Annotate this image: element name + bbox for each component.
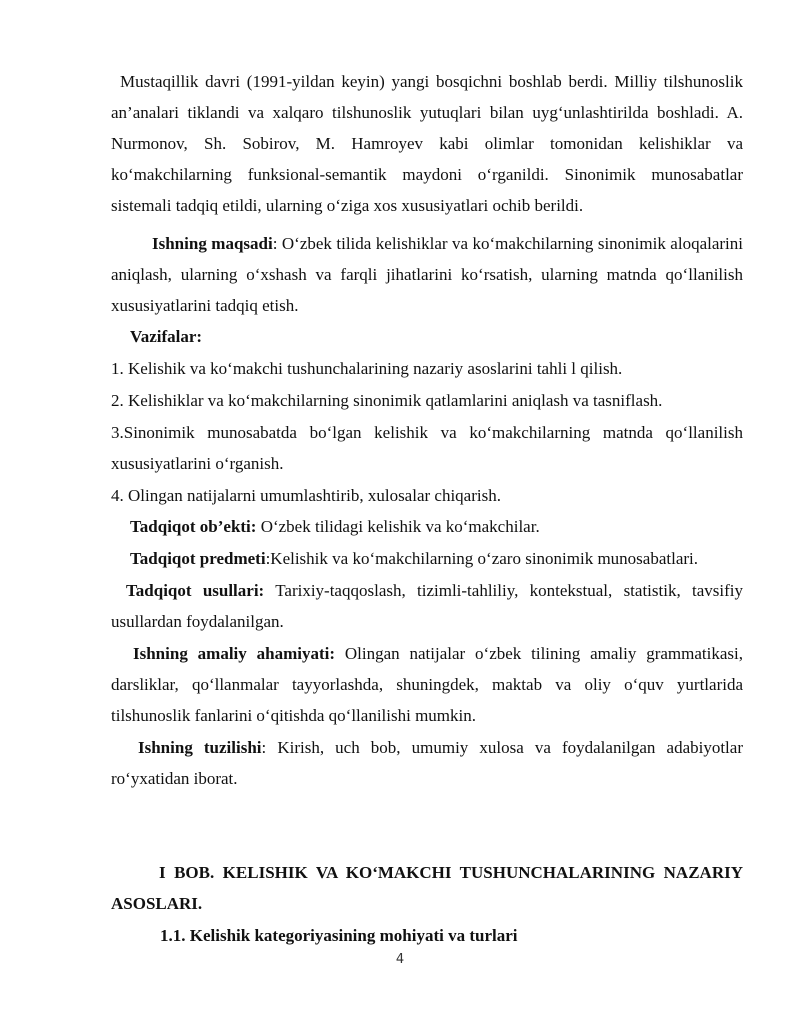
practical-label: Ishning amaliy ahamiyati: xyxy=(133,644,336,663)
object-label: Tadqiqot ob’ekti: xyxy=(130,517,257,536)
methods-paragraph: Tadqiqot usullari: Tarixiy-taqqoslash, tizimli-tahliliy, kontekstual, statistik, tavsifiy usullardan foydalanilgan. xyxy=(111,581,743,631)
task-item-2: 2. Kelishiklar va ko‘makchilarning sinonimik qatlamlarini aniqlash va tasniflash. xyxy=(111,391,663,410)
subject-label: Tadqiqot predmeti xyxy=(130,549,266,568)
subject-paragraph: Tadqiqot predmeti:Kelishik va ko‘makchilarning o‘zaro sinonimik munosabatlari. xyxy=(130,549,699,568)
methods-label: Tadqiqot usullari: xyxy=(126,581,265,600)
goal-paragraph xyxy=(111,228,743,321)
task-item-1: 1. Kelishik va ko‘makchi tushunchalarining nazariy asoslarini tahli l qilish. xyxy=(111,359,623,378)
structure-label: Ishning tuzilishi xyxy=(138,738,262,757)
chapter-title: I BOB. KELISHIK VA KO‘MAKCHI TUSHUNCHALARINING NAZARIY ASOSLARI. xyxy=(111,863,743,913)
tasks-heading: Vazifalar: xyxy=(130,327,203,346)
object-paragraph: Tadqiqot ob’ekti: O‘zbek tilidagi kelishik va ko‘makchilar. xyxy=(130,517,540,536)
goal-label: Ishning maqsadi xyxy=(152,234,273,253)
task-item-4: 4. Olingan natijalarni umumlashtirib, xulosalar chiqarish. xyxy=(111,486,501,505)
structure-paragraph: Ishning tuzilishi: Kirish, uch bob, umumiy xulosa va foydalanilgan adabiyotlar ro‘yxatidan iborat. xyxy=(111,738,743,788)
goal-text: : O‘zbek tilida kelishiklar va ko‘makchilarning sinonimik aloqalarini aniqlash, ularning o‘xshash va farqli jihatlarini ko‘rsatish, ularning matnda qo‘llanilish xususiyatlarini tadqiq etish. xyxy=(111,234,744,315)
task-item-3: 3.Sinonimik munosabatda bo‘lgan kelishik va ko‘makchilarning matnda qo‘llanilish xususiyatlarini o‘rganish. xyxy=(111,423,743,473)
intro-paragraph: Mustaqillik davri (1991-yildan keyin) yangi bosqichni boshlab berdi. Milliy tilshunoslik an’analari tiklandi va xalqaro tilshunoslik yutuqlari bilan uyg‘unlashtirilda boshladi. A. Nurmonov, Sh. Sobirov, M. Hamroyev kabi olimlar tomonidan kelishiklar va ko‘makchilarning funksional-semantik maydoni o‘rganildi. Sinonimik munosabatlar sistemali tadqiq etildi, ularning o‘ziga xos xususiyatlari ochib berildi. xyxy=(111,72,743,215)
section-title: 1.1. Kelishik kategoriyasining mohiyati va turlari xyxy=(160,926,518,945)
practical-paragraph: Ishning amaliy ahamiyati: Olingan natijalar o‘zbek tilining amaliy grammatikasi, darsliklar, qo‘llanmalar tayyorlashda, shuningdek, maktab va oliy o‘quv yurtlarida tilshunoslik fanlarini o‘qitishda qo‘llanilishi mumkin. xyxy=(111,644,743,725)
page-number: 4 xyxy=(395,952,405,967)
